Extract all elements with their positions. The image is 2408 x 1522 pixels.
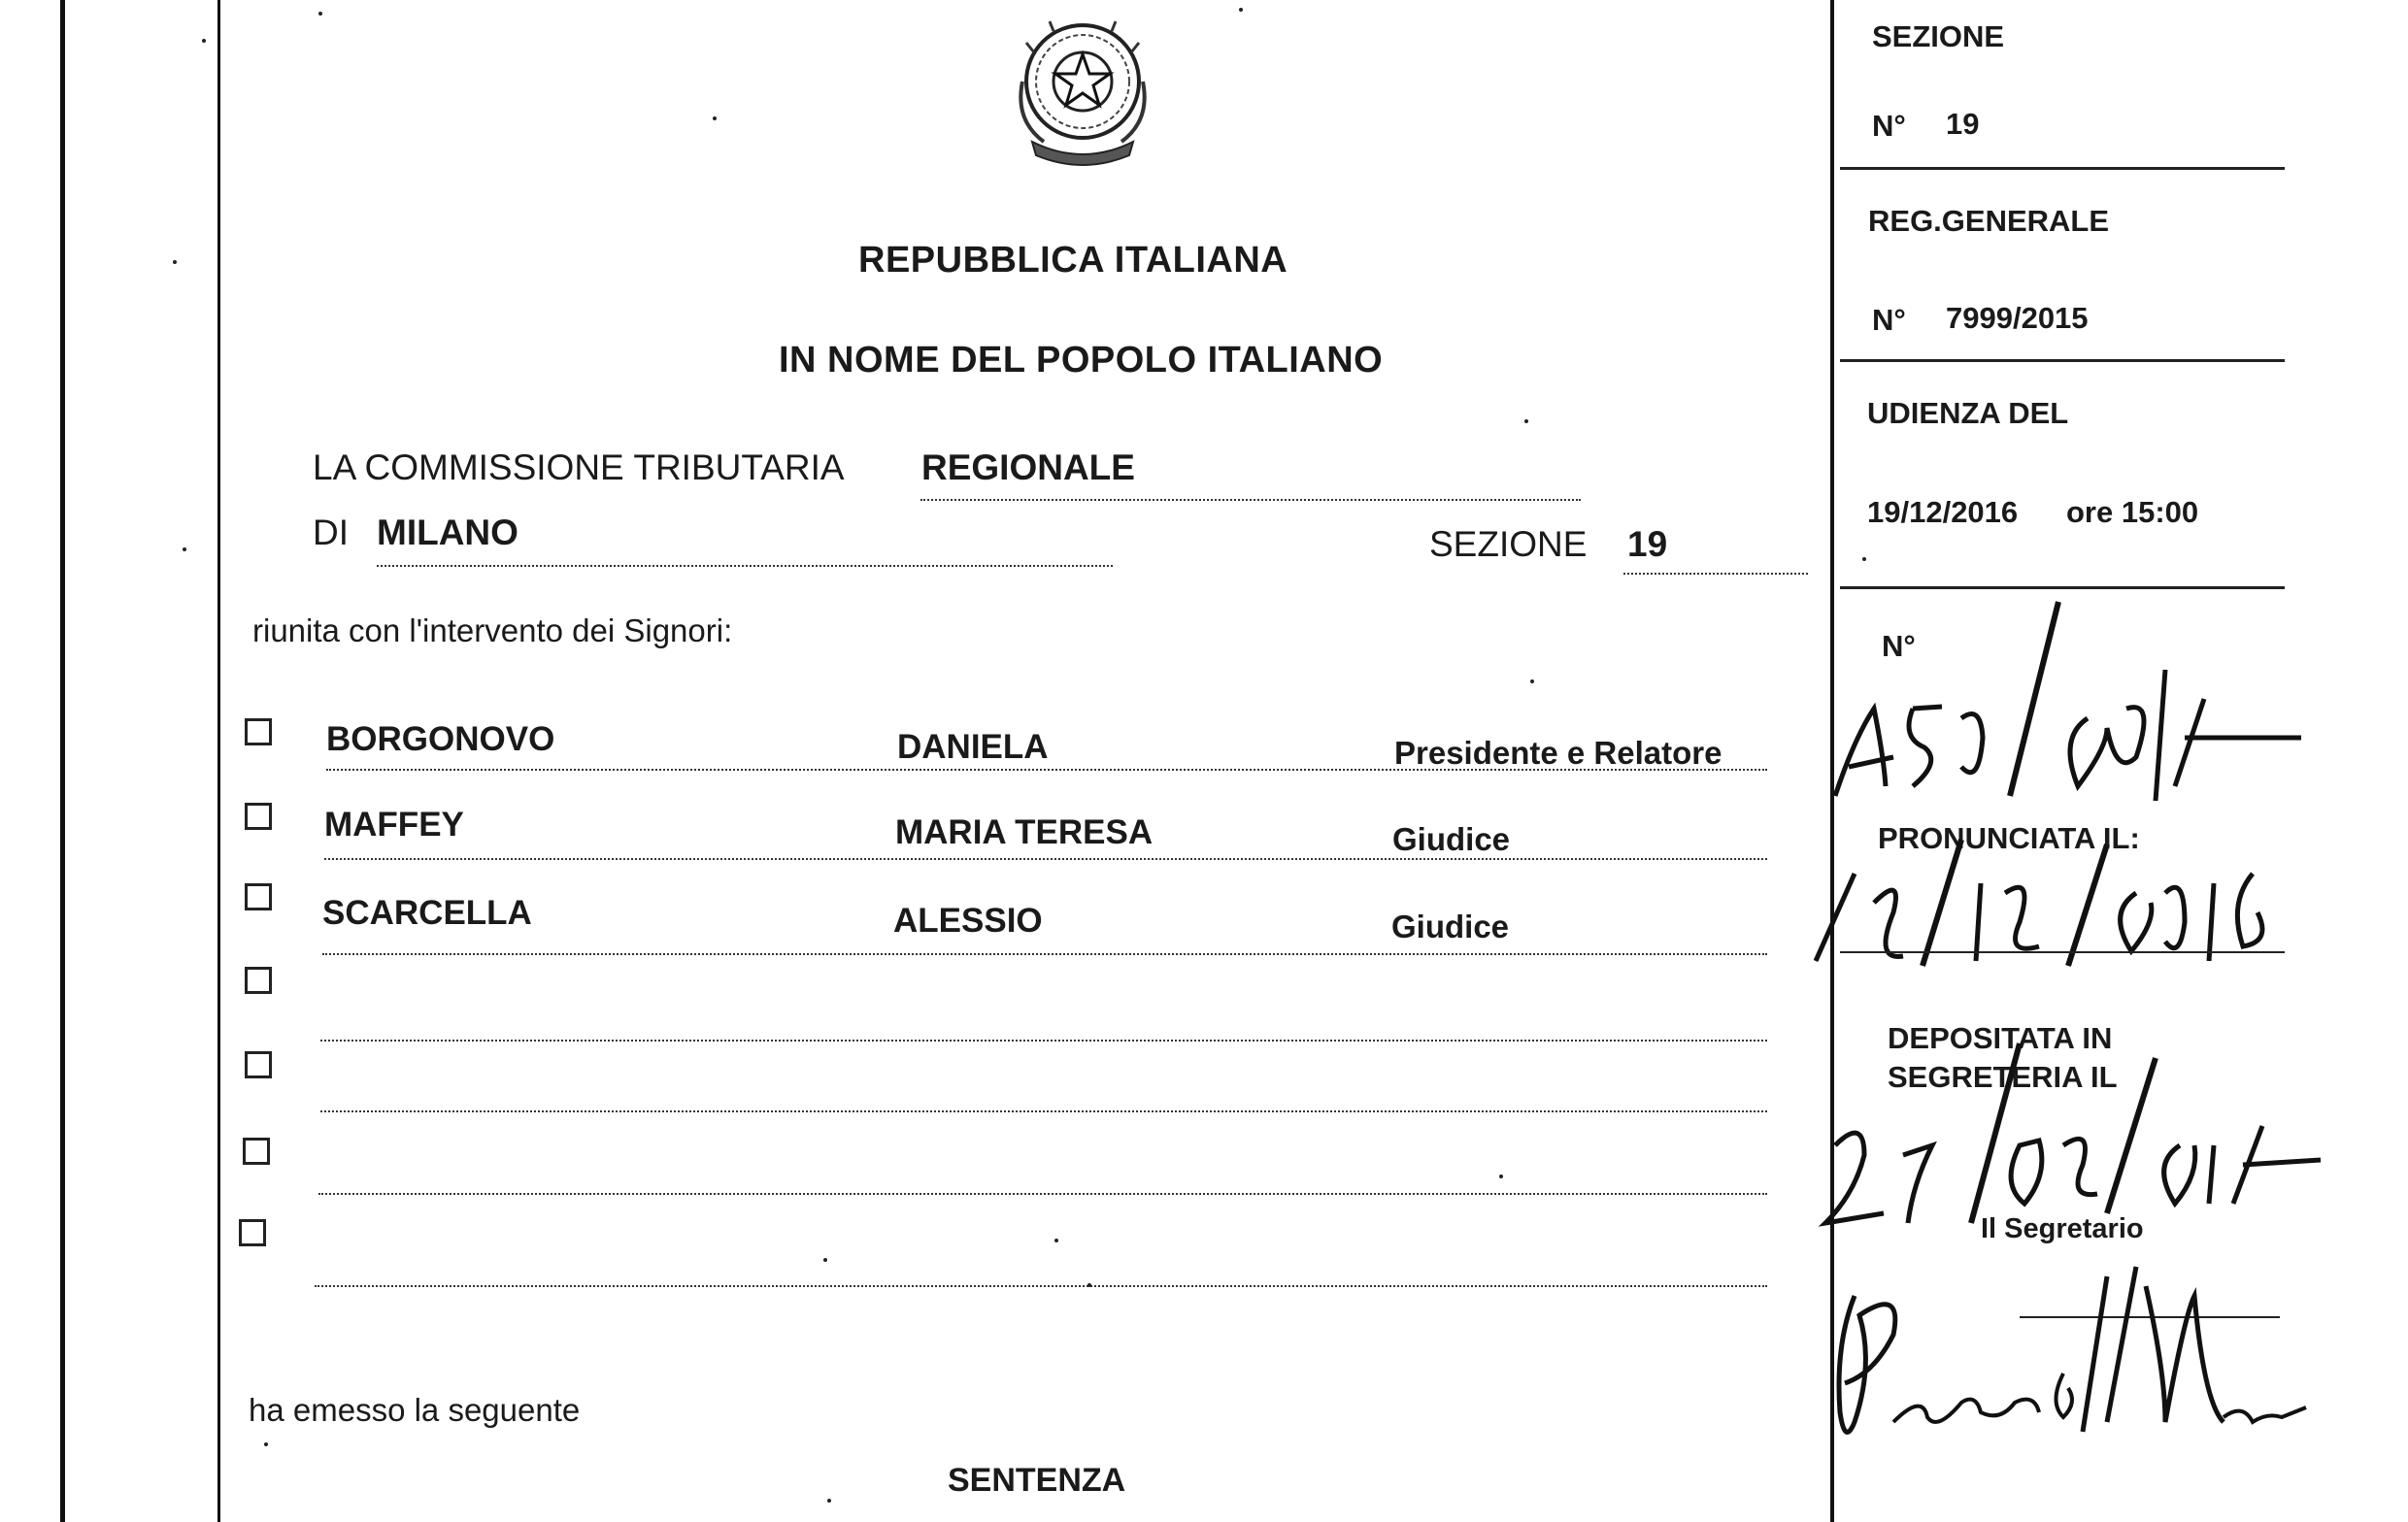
riunita-text: riunita con l'intervento dei Signori: [252,612,733,648]
scan-speck [1054,1239,1058,1242]
left-border-inner [217,0,220,1522]
handwritten-depositata-date [1816,1039,2330,1233]
judge-1-name: DANIELA [897,728,1049,766]
scan-speck [1862,557,1866,561]
handwritten-sentence-number [1816,592,2321,815]
scan-speck [1239,8,1243,12]
judge-1-role: Presidente e Relatore [1394,735,1722,771]
sentenza-title: SENTENZA [948,1462,1126,1499]
judge-2-name: MARIA TERESA [895,813,1154,851]
sidebar-rule-1 [1840,167,2285,170]
sidebar-reg-num-label: N° [1872,303,1906,337]
di-dotline [377,565,1113,567]
commissione-dotline [920,499,1581,501]
sidebar-n-label: N° [1882,629,1916,663]
emesso-text: ha emesso la seguente [249,1392,581,1428]
scan-speck [1530,679,1534,683]
judge-2-role: Giudice [1392,821,1511,857]
republic-emblem [1005,14,1160,171]
sidebar-sezione-label: SEZIONE [1872,19,2005,53]
sidebar-pronunciata-label: PRONUNCIATA IL: [1878,821,2140,855]
row-5-dotline [320,1110,1767,1112]
commissione-value: REGIONALE [921,447,1135,487]
popolo-title: IN NOME DEL POPOLO ITALIANO [779,340,1384,380]
sidebar-sezione-num-label: N° [1872,109,1906,143]
scan-speck [173,260,177,264]
sidebar-depositata-label-2: SEGRETERIA IL [1888,1060,2118,1094]
scan-speck [1087,1283,1091,1287]
commissione-label: LA COMMISSIONE TRIBUTARIA [313,447,845,487]
di-label: DI [313,513,349,552]
scan-speck [823,1258,827,1262]
left-border-outer [60,0,65,1522]
di-value: MILANO [377,513,518,552]
sezione-value: 19 [1627,524,1668,564]
sidebar-depositata-label-1: DEPOSITATA IN [1888,1021,2113,1055]
scan-speck [1524,419,1528,423]
row-7-dotline [315,1285,1767,1287]
judge-3-role: Giudice [1391,909,1510,944]
checkbox-row-2[interactable] [245,803,272,830]
judge-3-name: ALESSIO [893,902,1043,940]
sidebar-rule-2 [1840,359,2285,362]
row-3-dotline [322,953,1767,955]
row-6-dotline [318,1193,1767,1195]
scan-speck [264,1442,268,1446]
republic-title: REPUBBLICA ITALIANA [858,240,1288,281]
sidebar-reg-num: 7999/2015 [1946,301,2089,335]
scan-speck [827,1499,831,1503]
sezione-label: SEZIONE [1429,524,1588,564]
sidebar-rule-3 [1840,586,2285,589]
row-2-dotline [324,858,1767,860]
sidebar-udienza-label: UDIENZA DEL [1867,396,2069,430]
checkbox-row-1[interactable] [245,718,272,745]
scan-speck [183,547,186,551]
judge-2-surname: MAFFEY [324,806,464,844]
scan-speck [713,116,717,120]
sezione-dotline [1623,573,1808,575]
secretary-signature [1816,1257,2311,1451]
scan-speck [318,12,322,16]
row-4-dotline [320,1040,1767,1042]
sidebar-segretario-label: Il Segretario [1981,1213,2144,1244]
checkbox-row-3[interactable] [245,883,272,910]
sidebar-sezione-num: 19 [1946,107,1980,141]
checkbox-row-4[interactable] [245,967,272,994]
judge-3-surname: SCARCELLA [322,894,532,932]
sidebar-udienza-date: 19/12/2016 [1867,495,2019,529]
scan-speck [1499,1175,1503,1178]
sidebar-rule-4 [1840,951,2285,953]
handwritten-pronunciata-date [1796,835,2340,971]
checkbox-row-5[interactable] [245,1051,272,1078]
row-1-dotline [326,769,1767,771]
sidebar-reg-label: REG.GENERALE [1868,204,2110,238]
scan-speck [202,39,206,43]
judge-1-surname: BORGONOVO [326,720,555,758]
checkbox-row-7[interactable] [239,1219,266,1246]
sidebar-udienza-time: ore 15:00 [2066,495,2199,529]
checkbox-row-6[interactable] [243,1138,270,1165]
